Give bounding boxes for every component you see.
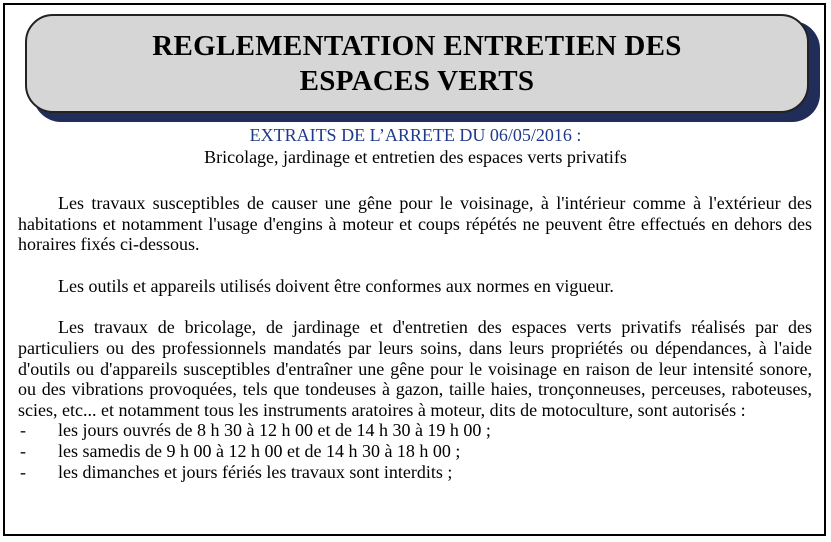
list-item (18, 420, 812, 441)
list-bullet: - (20, 420, 26, 441)
schedule-weekdays: les jours ouvrés de 8 h 30 à 12 h 00 et de 14 h 30 à 19 h 00 ; (58, 420, 491, 441)
schedule-sundays-holidays: les dimanches et jours fériés les travaux sont interdits ; (58, 461, 453, 482)
section-subheading: Bricolage, jardinage et entretien des espaces verts privatifs (204, 147, 627, 167)
paragraph-standards: Les outils et appareils utilisés doivent être conformes aux normes en vigueur. (58, 275, 614, 296)
decree-subtitle: EXTRAITS DE L’ARRETE DU 06/05/2016 : (249, 125, 582, 145)
paragraph-noise-restriction: Les travaux susceptibles de causer une gêne pour le voisinage, à l'intérieur comme à l'extérieur des habitations et notamment l'usage d'engins à moteur et coups répétés ne peuvent être effectués en dehors des horaires fixés ci-dessous. (18, 193, 812, 255)
title-banner (25, 14, 809, 113)
list-bullet: - (20, 440, 26, 461)
list-item (18, 441, 812, 462)
list-bullet: - (20, 461, 26, 482)
paragraph-gap (18, 296, 812, 317)
list-item (18, 462, 812, 483)
page-title: REGLEMENTATION ENTRETIEN DES ESPACES VERTS (152, 29, 682, 97)
paragraph-gap (18, 255, 812, 276)
document-body (18, 193, 812, 482)
schedule-list (18, 420, 812, 482)
schedule-saturdays: les samedis de 9 h 00 à 12 h 00 et de 14 h 30 à 18 h 00 ; (58, 440, 461, 461)
paragraph-authorized-works: Les travaux de bricolage, de jardinage et d'entretien des espaces verts privatifs réalisés par des particuliers ou des professionnels mandatés par leurs soins, dans leurs propriétés ou dépendances, à l'aide d'outils ou d'appareils susceptibles d'entraîner une gêne pour le voisinage en raison de leur intensité sonore, ou des vibrations provoquées, tels que tondeuses à gazon, taille haies, tronçonneuses, perceuses, raboteuses, scies, etc... et notamment tous les instruments aratoires à moteur, dits de motoculture, sont autorisés : (18, 317, 812, 420)
